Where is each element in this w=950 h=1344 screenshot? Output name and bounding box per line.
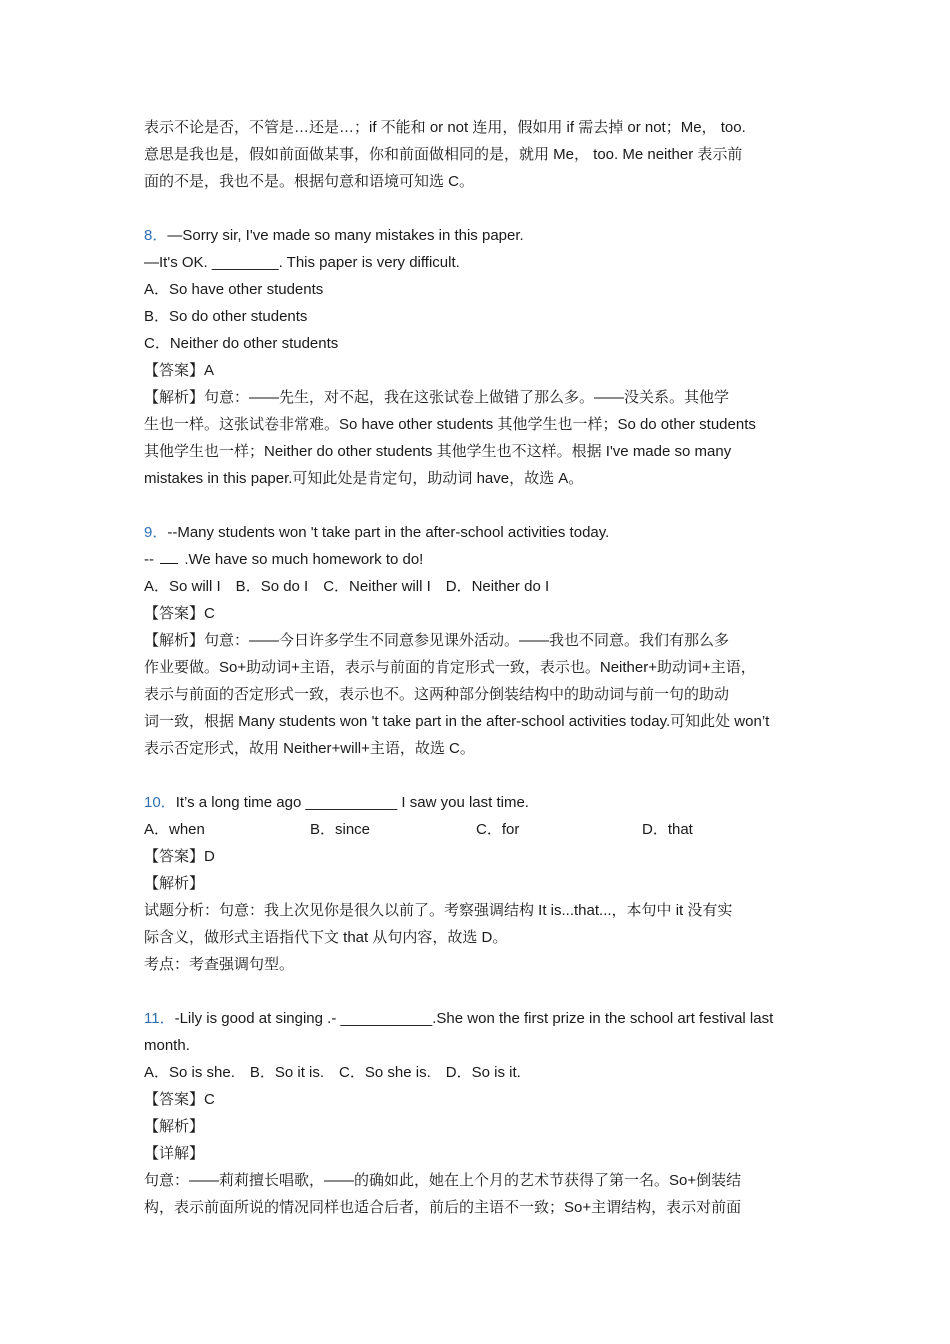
analysis-line: 其他学生也一样；Neither do other students 其他学生也不这样。根据 I've made so many bbox=[144, 443, 732, 460]
options-line: A．So will I B．So do I C．Neither will I D．Neither do I bbox=[144, 578, 550, 595]
analysis-title: 【解析】 bbox=[144, 875, 205, 892]
question-8-stem: 8．—Sorry sir, I've made so many mistakes in this paper. bbox=[144, 227, 524, 244]
intro-line: 意思是我也是，假如前面做某事，你和前面做相同的是，就用 Me， too. Me neither 表示前 bbox=[144, 146, 743, 163]
analysis-line: 构，表示前面所说的情况同样也适合后者，前后的主语不一致；So+主谓结构，表示对前面 bbox=[144, 1199, 742, 1216]
analysis-title: 【解析】 bbox=[144, 1118, 205, 1135]
options-line: A．So is she. B．So it is. C．So she is. D．So is it. bbox=[144, 1064, 521, 1081]
answer-blank bbox=[160, 549, 178, 564]
analysis-line: 表示与前面的否定形式一致，表示也不。这两种部分倒装结构中的助动词与前一句的助动 bbox=[144, 686, 730, 703]
answer: 【答案】A bbox=[144, 362, 215, 379]
analysis-line: 生也一样。这张试卷非常难。So have other students 其他学生也一样；So do other students bbox=[144, 416, 756, 433]
question-11-stem-cont: month. bbox=[144, 1037, 190, 1054]
options-row bbox=[144, 816, 809, 843]
option: B．So do other students bbox=[144, 308, 308, 325]
option: A．when bbox=[144, 821, 205, 838]
analysis-line: 【解析】句意：——先生，对不起，我在这张试卷上做错了那么多。——没关系。其他学 bbox=[144, 389, 730, 406]
detail-title: 【详解】 bbox=[144, 1145, 205, 1162]
question-10-stem: 10．It’s a long time ago ___________ I saw you last time. bbox=[144, 794, 529, 811]
question-number: 10． bbox=[144, 794, 176, 811]
question-number: 9． bbox=[144, 524, 168, 541]
analysis-line: 【解析】句意：——今日许多学生不同意参见课外活动。——我也不同意。我们有那么多 bbox=[144, 632, 730, 649]
answer: 【答案】C bbox=[144, 605, 215, 622]
question-number: 11． bbox=[144, 1010, 175, 1027]
analysis-line: mistakes in this paper.可知此处是肯定句，助动词 have，故选 A。 bbox=[144, 470, 584, 487]
question-9-stem: 9．--Many students won 't take part in the after-school activities today. bbox=[144, 524, 610, 541]
answer: 【答案】D bbox=[144, 848, 215, 865]
option: C．Neither do other students bbox=[144, 335, 339, 352]
analysis-line: 考点：考查强调句型。 bbox=[144, 956, 295, 973]
analysis-line: 句意：——莉莉擅长唱歌，——的确如此，她在上个月的艺术节获得了第一名。So+倒装结 bbox=[144, 1172, 742, 1189]
intro-line: 面的不是，我也不是。根据句意和语境可知选 C。 bbox=[144, 173, 475, 190]
answer: 【答案】C bbox=[144, 1091, 215, 1108]
analysis-line: 表示否定形式，故用 Neither+will+主语，故选 C。 bbox=[144, 740, 475, 757]
document-content bbox=[144, 114, 809, 1221]
intro-line: 表示不论是否，不管是…还是…；if 不能和 or not 连用，假如用 if 需去掉 or not；Me， too. bbox=[144, 119, 746, 136]
option: A．So have other students bbox=[144, 281, 324, 298]
question-number: 8． bbox=[144, 227, 168, 244]
option: D．that bbox=[642, 821, 693, 838]
analysis-line: 试题分析：句意：我上次见你是很久以前了。考察强调结构 It is...that...，本句中 it 没有实 bbox=[144, 902, 733, 919]
analysis-line: 词一致，根据 Many students won 't take part in the after-school activities today.可知此处 won’t bbox=[144, 713, 770, 730]
option: B．since bbox=[310, 821, 371, 838]
analysis-line: 作业要做。So+助动词+主语，表示与前面的肯定形式一致，表示也。Neither+助动词+主语， bbox=[144, 659, 756, 676]
question-8-reply: —It's OK. ________. This paper is very difficult. bbox=[144, 254, 460, 271]
question-11-stem: 11．-Lily is good at singing .- ___________.She won the first prize in the school art festival last bbox=[144, 1010, 774, 1027]
analysis-line: 际含义，做形式主语指代下文 that 从句内容，故选 D。 bbox=[144, 929, 508, 946]
question-9-reply: -- .We have so much homework to do! bbox=[144, 551, 424, 568]
option: C．for bbox=[476, 821, 520, 838]
